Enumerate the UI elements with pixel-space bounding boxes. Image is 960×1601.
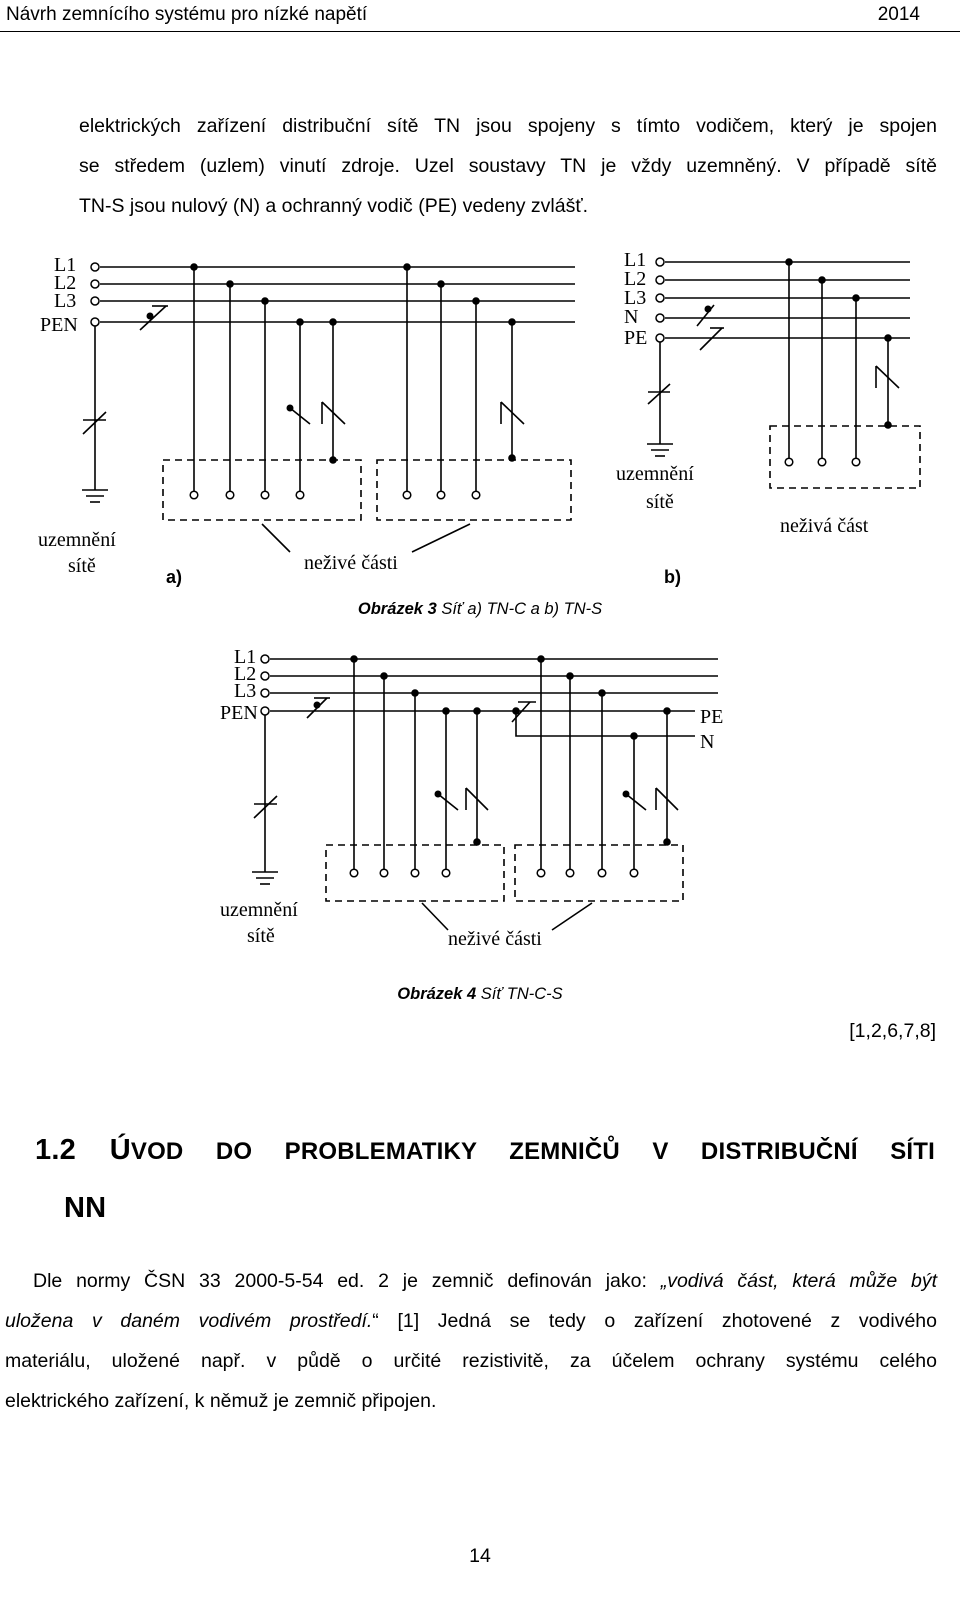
body-paragraph (5, 1261, 937, 1421)
fig3a-label-l2: L2 (54, 272, 77, 294)
fig3b-label-pe: PE (624, 327, 648, 349)
body-line-4: elektrického zařízení, k němuž je zemnič připojen. (5, 1390, 437, 1412)
fig3b-ground (647, 342, 673, 456)
section-number: 1.2 (35, 1134, 110, 1166)
fig3b-busbars (656, 258, 910, 342)
intro-line-3: TN-S jsou nulový (N) a ochranný vodič (PE) vedeny zvlášť. (79, 195, 589, 217)
fig3b-pe-switch (700, 328, 722, 350)
fig4-leader-left (422, 903, 448, 930)
figure-3-caption-number: Obrázek 3 (357, 600, 437, 618)
figure-3-drawing (0, 0, 960, 600)
body-line-2-normal: “ [1] Jedná se tedy o zařízení zhotovené z vodivého (372, 1310, 937, 1332)
figure-4-caption-text: Síť TN-C-S (476, 985, 563, 1003)
fig4-label-l2: L2 (234, 663, 257, 685)
fig3a-ground (82, 326, 108, 502)
fig3b-label-l3: L3 (624, 287, 647, 309)
section-first-letter: Ú (109, 1134, 131, 1166)
fig3a-label-pen: PEN (40, 314, 78, 336)
body-line-1-normal: Dle normy ČSN 33 2000-5-54 ed. 2 je zemnič definován jako: (33, 1270, 661, 1292)
fig3a-busbars (91, 263, 575, 326)
fig4-parts-label: neživé části (448, 928, 542, 950)
fig3b-label-l2: L2 (624, 268, 647, 290)
fig4-ground-label-1: uzemnění (220, 899, 298, 921)
body-line-2-italic: uložena v daném vodivém prostředí. (5, 1310, 373, 1332)
body-line-1-italic: „vodivá část, která může být (660, 1270, 938, 1292)
figure-4-caption (0, 985, 960, 1004)
fig3a-parts-label: neživé části (304, 552, 398, 574)
page-number: 14 (469, 1545, 491, 1567)
fig3a-pen-switch (140, 306, 166, 330)
fig4-consumer-1 (326, 655, 504, 901)
fig3b-consumer (770, 258, 920, 488)
running-header-title: Návrh zemnícího systému pro nízké napětí (6, 4, 368, 25)
references: [1,2,6,7,8] (849, 1020, 936, 1042)
fig3a-label-l1: L1 (54, 254, 77, 276)
figure-3-caption (0, 600, 960, 619)
fig3a-ground-label-2: sítě (68, 555, 96, 577)
fig3b-sub-label: b) (664, 567, 681, 587)
body-line-3: materiálu, uložené např. v půdě o určité rezistivitě, za účelem ochrany systému celého (5, 1350, 937, 1372)
fig4-consumer-2 (515, 655, 683, 901)
fig3b-label-l1: L1 (624, 249, 647, 271)
fig4-label-pen: PEN (220, 702, 258, 724)
body-line-2 (5, 1301, 937, 1341)
fig3a-sub-label: a) (166, 567, 183, 587)
intro-line-1: elektrických zařízení distribuční sítě TN jsou spojeny s tímto vodičem, který je spojen (79, 115, 937, 137)
fig3b-label-n: N (624, 306, 639, 328)
fig4-ground (252, 715, 278, 884)
fig4-n-bus (516, 711, 695, 736)
running-header-year: 2014 (877, 4, 920, 25)
section-heading-line-2: NN (64, 1192, 107, 1224)
body-line-1 (5, 1261, 937, 1301)
fig4-label-n: N (700, 731, 715, 753)
intro-line-2: se středem (uzlem) vinutí zdroje. Uzel soustavy TN je vždy uzemněný. V případě sítě (79, 155, 937, 177)
fig4-ground-label-2: sítě (247, 925, 275, 947)
section-title-rest: VOD DO PROBLEMATIKY ZEMNIČŮ V DISTRIBUČNÍ SÍTI (130, 1138, 935, 1165)
fig4-leader-right (552, 903, 592, 930)
fig3b-ground-label-2: sítě (646, 491, 674, 513)
fig4-label-pe: PE (700, 706, 724, 728)
fig3b-parts-label: neživá část (780, 515, 869, 537)
fig3b-ground-label-1: uzemnění (616, 463, 694, 485)
figure-3-caption-text: Síť a) TN-C a b) TN-S (436, 600, 603, 618)
fig4-busbars (261, 655, 718, 715)
figure-4-caption-number: Obrázek 4 (397, 985, 477, 1003)
fig3a-ground-label-1: uzemnění (38, 529, 116, 551)
section-heading (35, 1134, 935, 1167)
fig3a-leader-right (412, 524, 470, 552)
fig3a-label-l3: L3 (54, 290, 77, 312)
fig4-label-l1: L1 (234, 646, 257, 668)
fig3a-leader-left (262, 524, 290, 552)
fig4-label-l3: L3 (234, 680, 257, 702)
figure-4-drawing (0, 640, 960, 960)
